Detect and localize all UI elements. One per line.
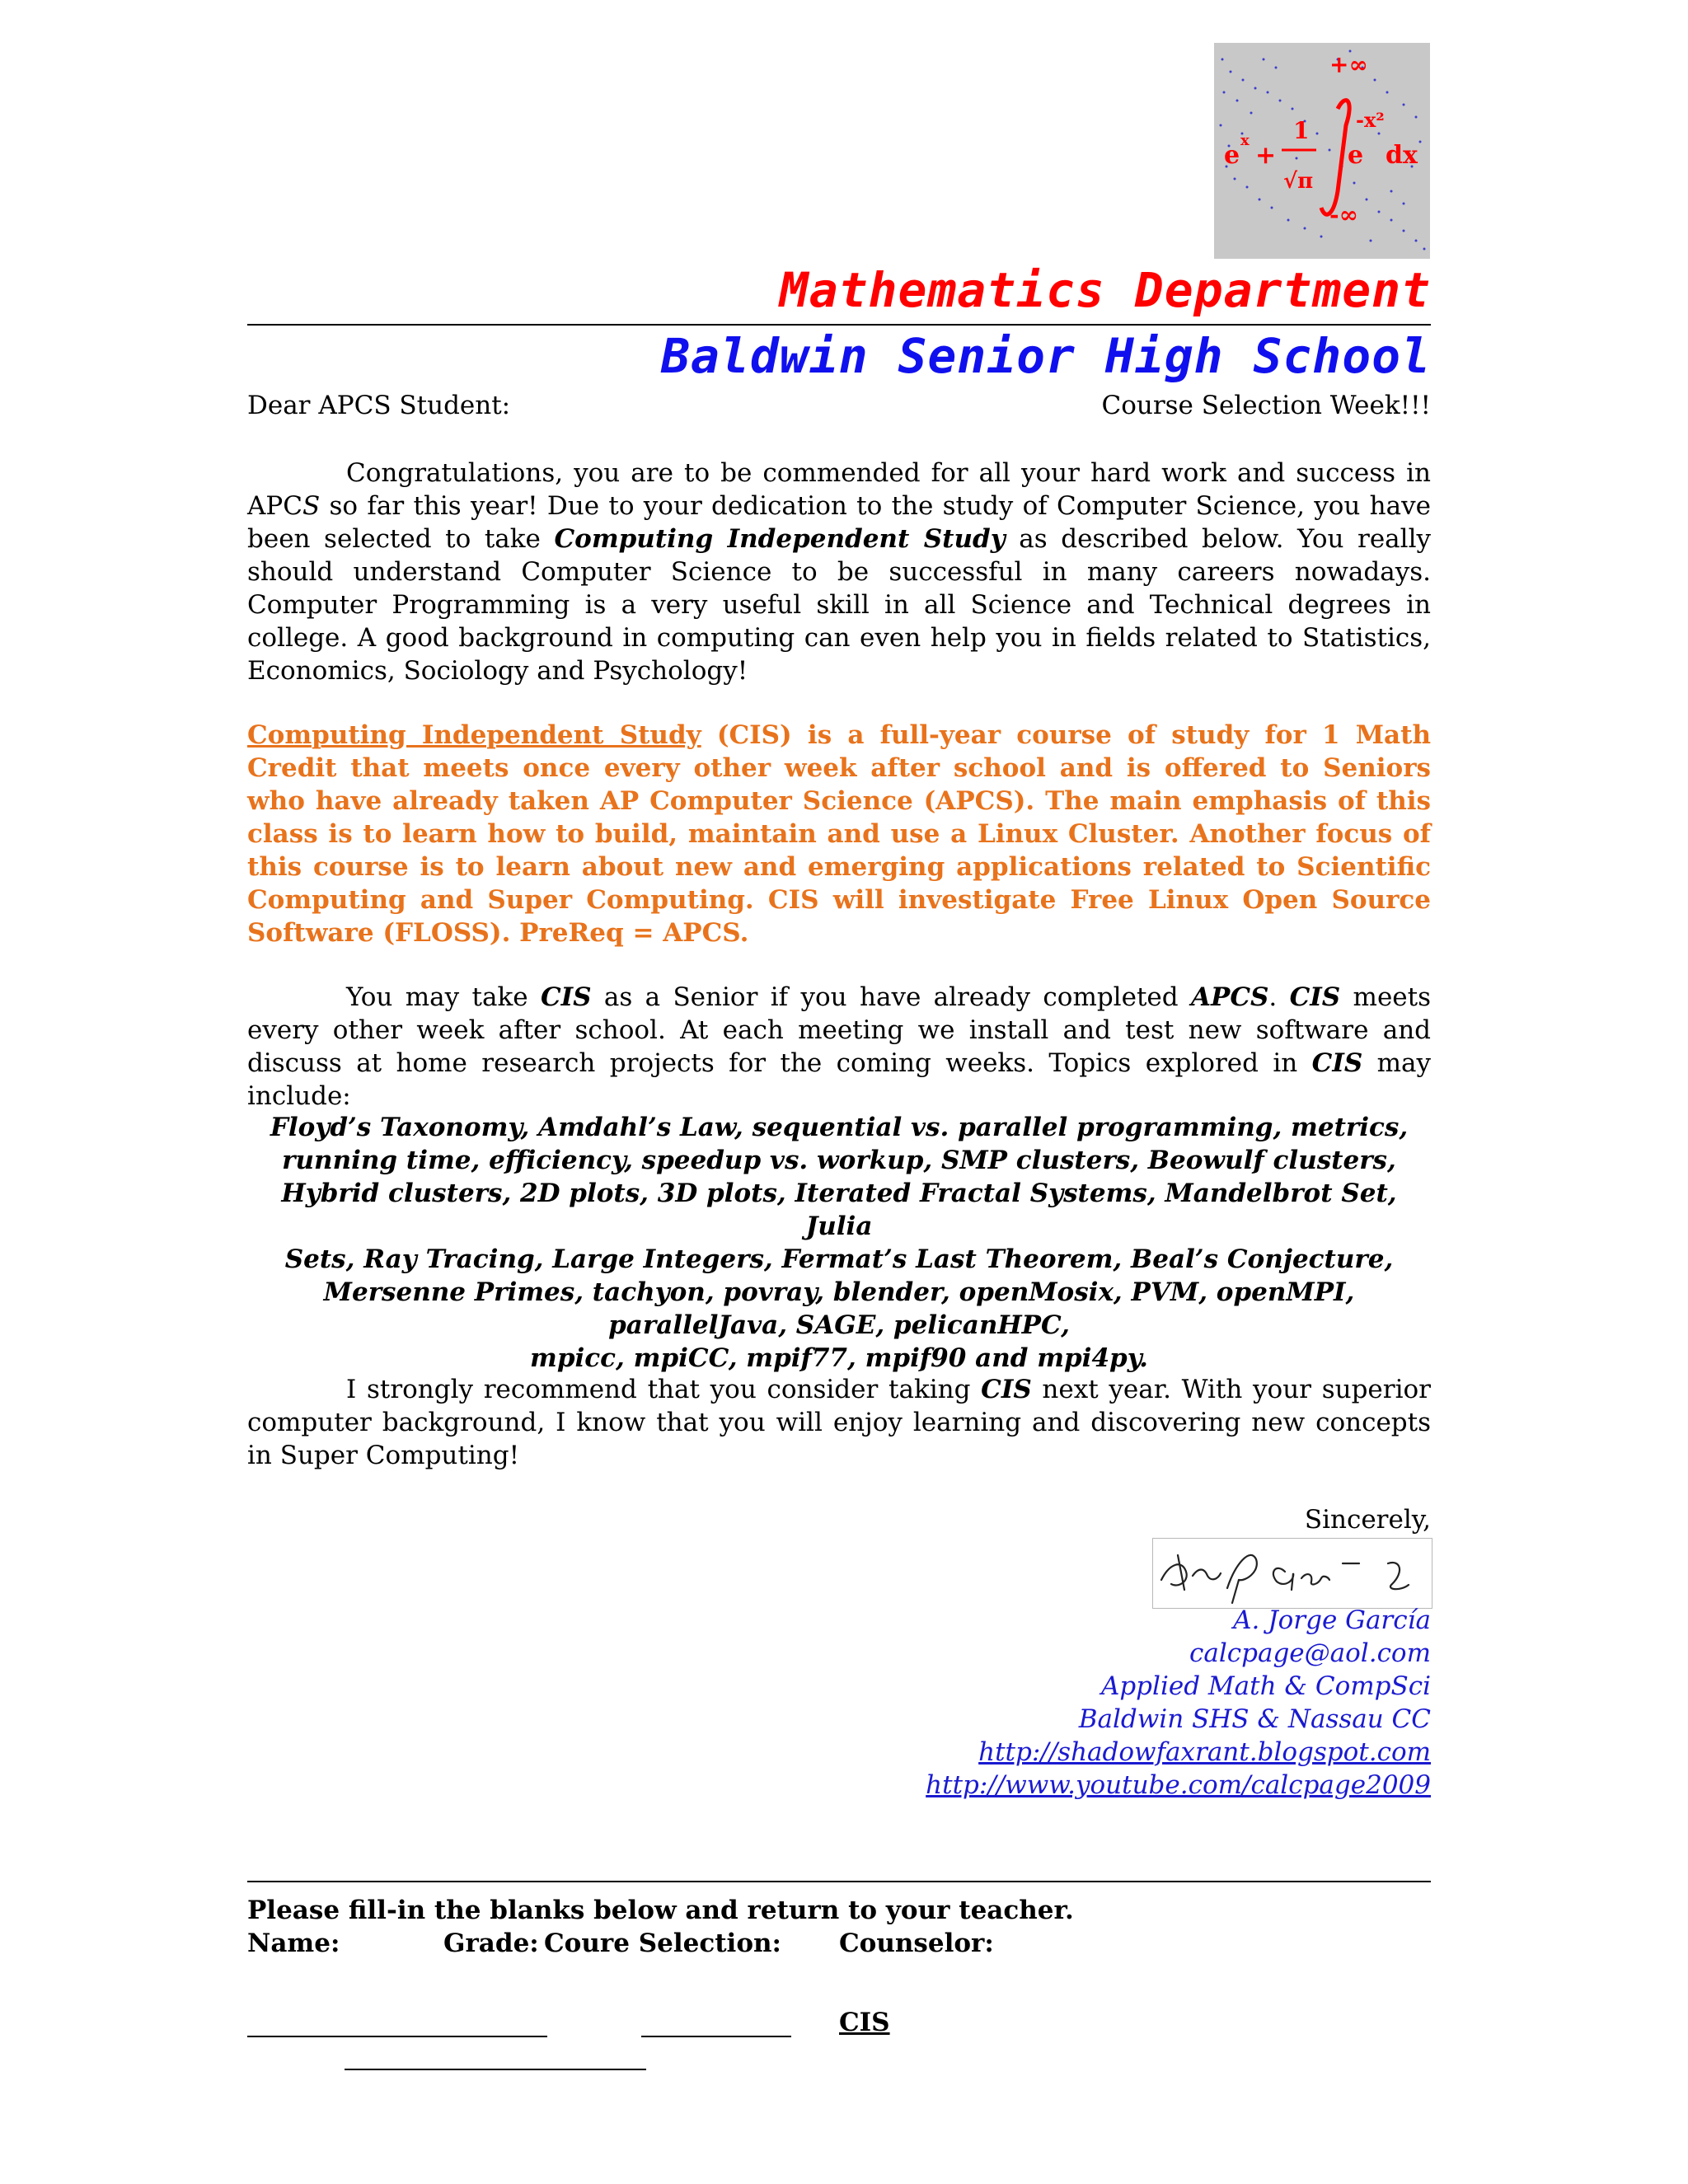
topics-line: parallelJava, SAGE, pelicanHPC, bbox=[608, 1310, 1070, 1340]
signature-block bbox=[926, 1604, 1431, 1802]
topics-intro-text-2: as a Senior if you have already completed bbox=[591, 982, 1191, 1012]
logo-term-minus-infinity: -∞ bbox=[1329, 201, 1358, 228]
topics-intro-text-3: . bbox=[1268, 982, 1290, 1012]
blog-link[interactable]: http://shadowfaxrant.blogspot.com bbox=[978, 1737, 1431, 1767]
logo-term-plus-infinity: +∞ bbox=[1329, 51, 1368, 78]
logo-term-plus: + bbox=[1255, 141, 1277, 170]
logo-term-e2: e bbox=[1348, 141, 1364, 170]
school-heading: Baldwin Senior High School bbox=[661, 328, 1431, 384]
logo-term-dx: dx bbox=[1386, 141, 1418, 170]
header-divider bbox=[247, 324, 1431, 326]
cis-term: CIS bbox=[981, 1375, 1032, 1404]
logo-term-sqrt-pi: √π bbox=[1283, 169, 1314, 194]
topics-line: running time, efficiency, speedup vs. workup, SMP clusters, Beowulf clusters, bbox=[282, 1146, 1396, 1175]
math-logo bbox=[1214, 43, 1430, 259]
grade-blank[interactable] bbox=[641, 2036, 791, 2037]
topics-intro-text-5: may include: bbox=[247, 1048, 1431, 1111]
author-email: calcpage@aol.com bbox=[1189, 1638, 1431, 1668]
course-link[interactable]: Computing Independent Study bbox=[247, 720, 701, 750]
intro-text-2: so far this year! Due to your dedication to the study of Computer Science, you have been selected to take bbox=[247, 491, 1431, 554]
cis-term: CIS bbox=[1311, 1048, 1363, 1078]
cis-term: CIS bbox=[1289, 982, 1341, 1012]
salutation: Dear APCS Student: bbox=[247, 391, 511, 420]
department-heading: Mathematics Department bbox=[779, 262, 1431, 318]
grade-label: Grade: bbox=[443, 1929, 539, 1958]
paragraph-topics-intro bbox=[247, 981, 1431, 1113]
closing: Sincerely, bbox=[1304, 1505, 1431, 1535]
author-name: A. Jorge García bbox=[1233, 1605, 1431, 1635]
topics-line: Hybrid clusters, 2D plots, 3D plots, Iterated Fractal Systems, Mandelbrot Set, Julia bbox=[281, 1179, 1397, 1241]
recommendation-text-2: next year. With your superior computer background, I know that you will enjoy learning and discovering new concepts in Super Computing! bbox=[247, 1375, 1431, 1470]
course-selection-value: CIS bbox=[839, 2008, 890, 2037]
topics-line: Floyd’s Taxonomy, Amdahl’s Law, sequential vs. parallel programming, metrics, bbox=[270, 1113, 1409, 1142]
topics-line: mpicc, mpiCC, mpif77, mpif90 and mpi4py. bbox=[530, 1343, 1148, 1373]
counselor-label: Counselor: bbox=[839, 1929, 994, 1958]
course-description-text: (CIS) is a full-year course of study for 1 Math Credit that meets once every other week after school and is offered to Seniors who have already taken AP Computer Science (APCS). The main emphasis of this class is to learn how to build, maintain and use a Linux Cluster. Another focus of this course is to learn about new and emerging applications related to Scientific Computing and Super Computing. CIS will investigate Free Linux Open Source Software (FLOSS). PreReq = APCS. bbox=[247, 720, 1432, 948]
recommendation-text-1: I strongly recommend that you consider taking bbox=[346, 1375, 982, 1404]
cis-term: CIS bbox=[540, 982, 592, 1012]
intro-text-1: Congratulations, you are to be commended for all your hard work and success in APC bbox=[247, 458, 1431, 521]
paragraph-intro bbox=[247, 457, 1431, 687]
youtube-link[interactable]: http://www.youtube.com/calcpage2009 bbox=[926, 1770, 1431, 1800]
author-department: Applied Math & CompSci bbox=[1100, 1671, 1431, 1701]
name-label: Name: bbox=[247, 1929, 340, 1958]
signature-image bbox=[1152, 1538, 1432, 1609]
course-selection-label: Coure Selection: bbox=[544, 1929, 781, 1958]
intro-text-3: as described below. You really should understand Computer Science to be successful in many careers nowadays. Computer Programming is a very useful skill in all Science and Technical degrees in college. A good background in computing can even help you in fields related to Statistics, Economics, Sociology and Psychology! bbox=[247, 524, 1432, 686]
counselor-blank[interactable] bbox=[345, 2069, 646, 2070]
paragraph-recommendation bbox=[247, 1373, 1431, 1472]
topics-line: Sets, Ray Tracing, Large Integers, Fermat’s Last Theorem, Beal’s Conjecture, bbox=[284, 1244, 1394, 1274]
logo-term-one: 1 bbox=[1293, 117, 1310, 144]
name-blank[interactable] bbox=[247, 2036, 547, 2037]
topics-intro-text-4: meets every other week after school. At each meeting we install and test new software and discuss at home research projects for the coming weeks. Topics explored in bbox=[247, 982, 1431, 1078]
form-instruction: Please fill-in the blanks below and return to your teacher. bbox=[247, 1896, 1074, 1925]
paragraph-course-description bbox=[247, 719, 1431, 949]
logo-formula bbox=[1224, 51, 1418, 228]
topics-list bbox=[247, 1111, 1431, 1375]
logo-term-minus-x-squared: -x² bbox=[1356, 108, 1385, 132]
topics-intro-text-1: You may take bbox=[346, 982, 541, 1012]
intro-course-name: Computing Independent Study bbox=[554, 524, 1006, 554]
author-organization: Baldwin SHS & Nassau CC bbox=[1078, 1704, 1431, 1734]
topics-line: Mersenne Primes, tachyon, povray, blender, openMosix, PVM, openMPI, bbox=[323, 1277, 1355, 1307]
intro-apcs-s: S bbox=[302, 491, 321, 521]
week-note: Course Selection Week!!! bbox=[1101, 391, 1431, 420]
logo-term-x: x bbox=[1240, 132, 1250, 149]
logo-term-e: e bbox=[1224, 141, 1240, 170]
form-divider bbox=[247, 1881, 1431, 1882]
apcs-term: APCS bbox=[1190, 982, 1269, 1012]
